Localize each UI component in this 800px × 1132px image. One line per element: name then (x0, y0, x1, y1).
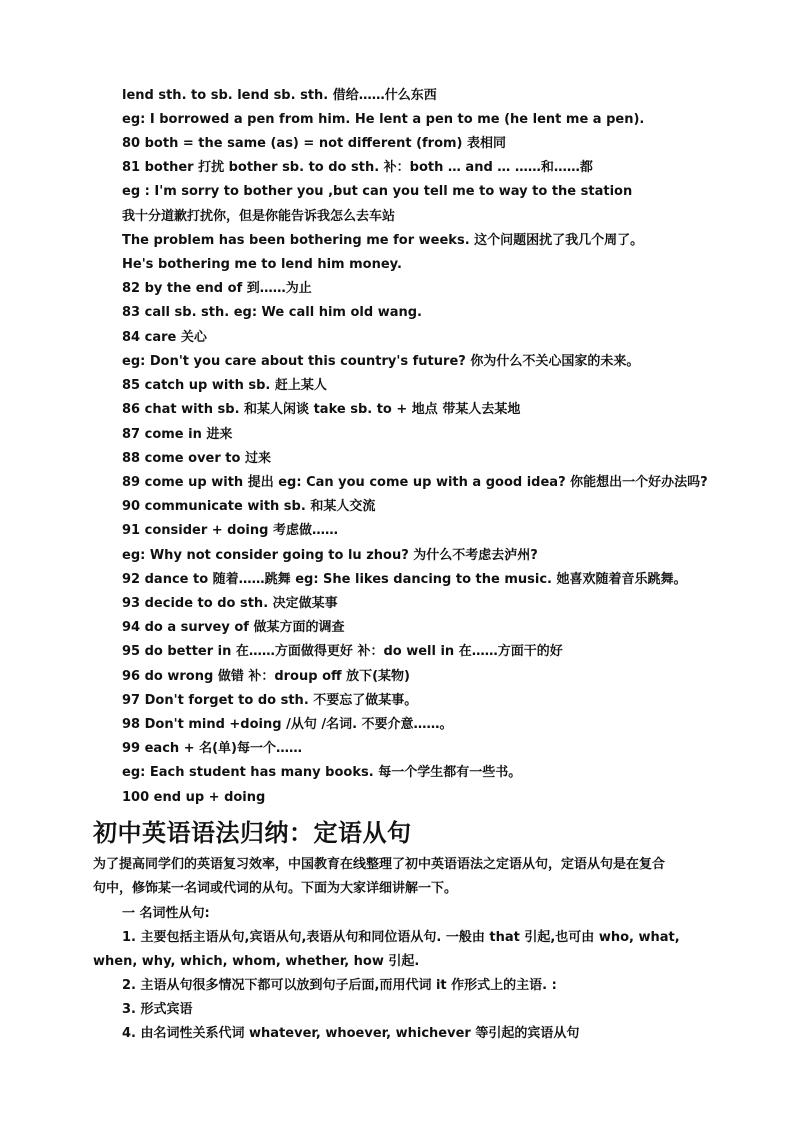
vocab-line: 83 call sb. sth. eg: We call him old wang. (122, 305, 422, 320)
intro-line: 为了提高同学们的英语复习效率，中国教育在线整理了初中英语语法之定语从句，定语从句是在复合 (93, 857, 666, 872)
vocab-line: 94 do a survey of 做某方面的调查 (122, 620, 345, 635)
vocab-line: eg: Don't you care about this country's future? 你为什么不关心国家的未来。 (122, 354, 640, 369)
subheading: 一 名词性从句: (122, 906, 210, 921)
vocab-line: 100 end up + doing (122, 790, 266, 805)
vocab-line: eg: I borrowed a pen from him. He lent a pen to me (he lent me a pen). (122, 112, 645, 127)
vocab-line: 86 chat with sb. 和某人闲谈 take sb. to + 地点 带某人去某地 (122, 402, 521, 417)
vocab-line: 81 bother 打扰 bother sb. to do sth. 补：both … and … ……和……都 (122, 160, 593, 175)
rule-item-1-continued: when, why, which, whom, whether, how 引起. (93, 954, 420, 969)
vocab-line: 85 catch up with sb. 赶上某人 (122, 378, 327, 393)
vocab-line: 98 Don't mind +doing /从句 /名词. 不要介意……。 (122, 717, 453, 732)
vocab-line: 99 each + 名(单)每一个…… (122, 741, 302, 756)
vocab-line: He's bothering me to lend him money. (122, 257, 402, 272)
vocab-line: eg : I'm sorry to bother you ,but can you tell me to way to the station (122, 184, 633, 199)
vocab-line: 91 consider + doing 考虑做…… (122, 523, 338, 538)
section-title: 初中英语语法归纳：定语从句 (93, 819, 412, 847)
vocab-line: 89 come up with 提出 eg: Can you come up with a good idea? 你能想出一个好办法吗? (122, 475, 708, 490)
vocab-line: eg: Why not consider going to lu zhou? 为什么不考虑去泸州? (122, 548, 538, 563)
vocab-line: 93 decide to do sth. 决定做某事 (122, 596, 338, 611)
vocab-line: 我十分道歉打扰你，但是你能告诉我怎么去车站 (122, 209, 396, 224)
vocab-line: eg: Each student has many books. 每一个学生都有一些书。 (122, 765, 522, 780)
vocab-line: 82 by the end of 到……为止 (122, 281, 312, 296)
vocab-line: lend sth. to sb. lend sb. sth. 借给……什么东西 (122, 88, 437, 103)
vocab-line: 88 come over to 过来 (122, 451, 271, 466)
vocab-line: 92 dance to 随着……跳舞 eg: She likes dancing to the music. 她喜欢随着音乐跳舞。 (122, 572, 687, 587)
rule-item-1: 1. 主要包括主语从句,宾语从句,表语从句和同位语从句. 一般由 that 引起,也可由 who, what, (122, 930, 680, 945)
vocab-line: 95 do better in 在……方面做得更好 补：do well in 在……方面干的好 (122, 644, 563, 659)
vocab-line: 87 come in 进来 (122, 427, 233, 442)
vocab-line: 96 do wrong 做错 补：droup off 放下(某物) (122, 669, 410, 684)
rule-item-3: 3. 形式宾语 (122, 1002, 193, 1017)
vocab-line: The problem has been bothering me for weeks. 这个问题困扰了我几个周了。 (122, 233, 644, 248)
intro-line: 句中，修饰某一名词或代词的从句。下面为大家详细讲解一下。 (93, 881, 458, 896)
vocab-line: 80 both = the same (as) = not different (from) 表相同 (122, 136, 507, 151)
vocab-line: 84 care 关心 (122, 330, 207, 345)
vocab-line: 90 communicate with sb. 和某人交流 (122, 499, 376, 514)
vocab-line: 97 Don't forget to do sth. 不要忘了做某事。 (122, 693, 418, 708)
rule-item-2: 2. 主语从句很多情况下都可以放到句子后面,而用代词 it 作形式上的主语. : (122, 978, 557, 993)
rule-item-4: 4. 由名词性关系代词 whatever, whoever, whichever 等引起的宾语从句 (122, 1026, 580, 1041)
